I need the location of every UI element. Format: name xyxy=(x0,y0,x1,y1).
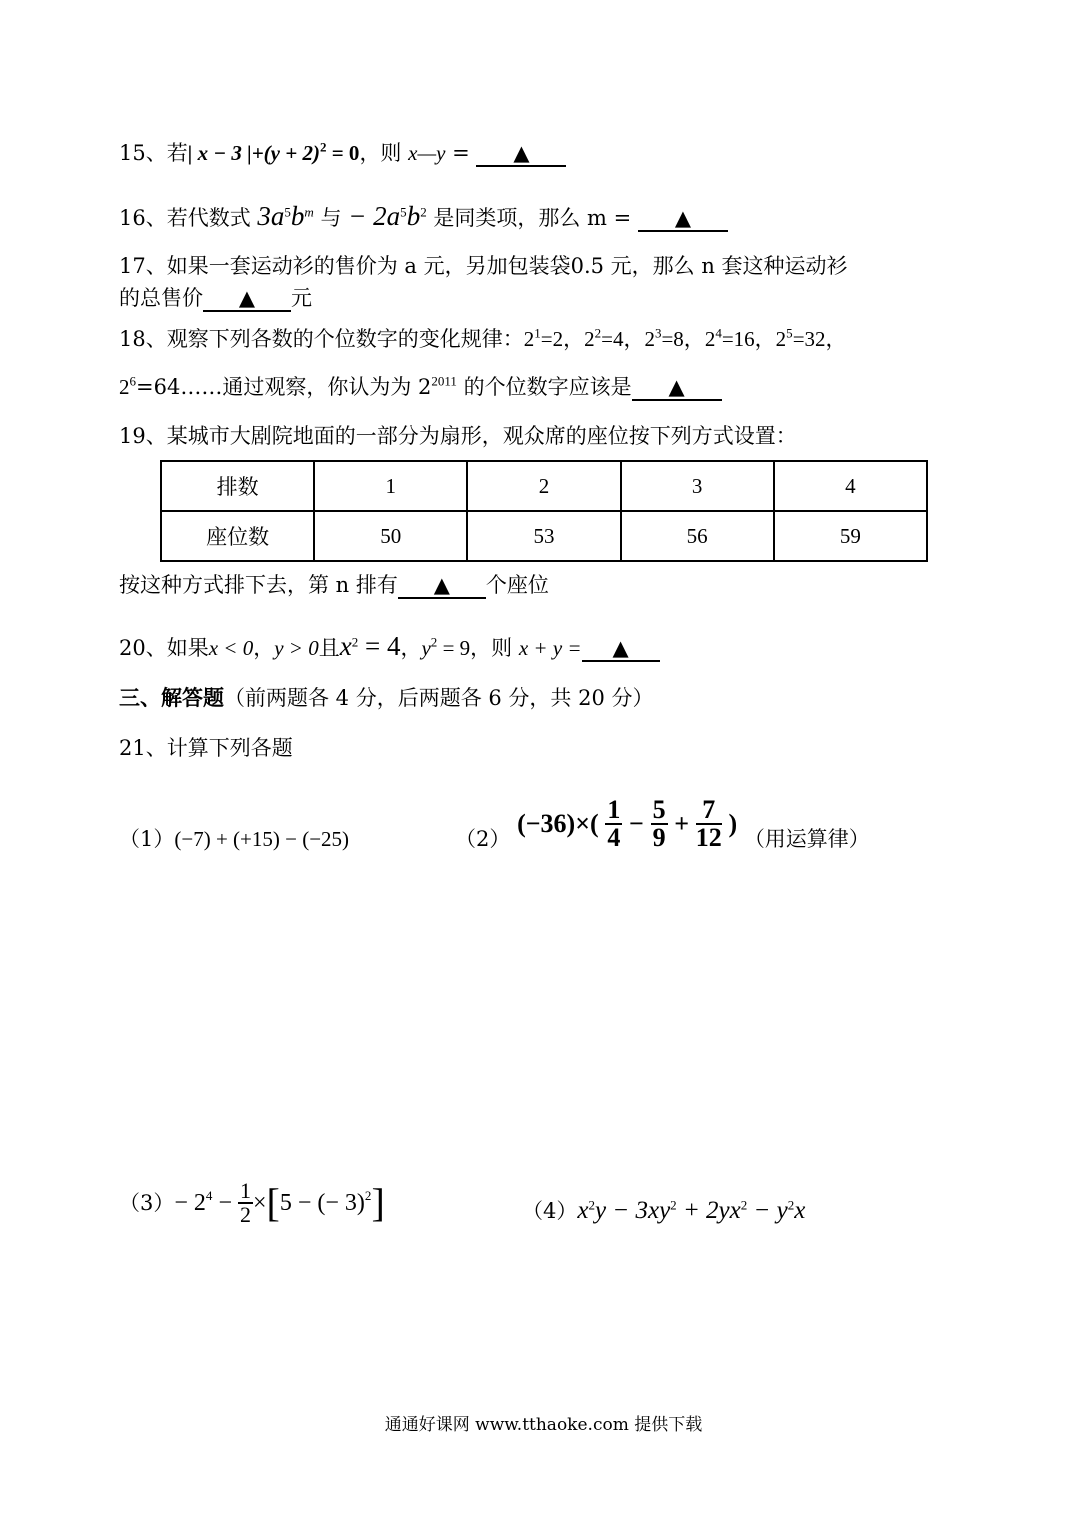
q18-exp: 2 xyxy=(594,325,602,341)
q21-p2-note: （用运算律） xyxy=(743,827,870,851)
q18-base: 2 xyxy=(644,327,655,351)
table-row xyxy=(161,511,927,561)
table-cell: 排数 xyxy=(161,461,314,511)
table-cell: 3 xyxy=(621,461,774,511)
q20-then: ，则 xyxy=(470,636,519,660)
page-footer: 通通好课网 www.tthaoke.com 提供下载 xyxy=(384,1415,703,1435)
operator: − xyxy=(212,1190,238,1216)
q18-base: 2 xyxy=(584,327,595,351)
q18-suffix: 的个位数字应该是 xyxy=(456,375,632,399)
q16-mid: 与 xyxy=(313,206,349,230)
q21-title: 21、计算下列各题 xyxy=(119,736,293,760)
q15-mid: ，则 xyxy=(359,141,409,165)
q20-cond1: x < 0 xyxy=(208,636,254,660)
q21-p4-exp: 2 xyxy=(787,1197,795,1213)
q16-term1-exp1: 5 xyxy=(284,204,291,220)
q20-sep: ， xyxy=(253,636,275,660)
q21-p3-a: − 2 xyxy=(174,1190,206,1216)
question-18-line2 xyxy=(119,374,722,401)
q20-cond4: y xyxy=(421,636,431,660)
question-18-line1 xyxy=(119,326,847,352)
answer-blank[interactable]: ▲ xyxy=(638,207,728,232)
q15-prefix: 15、若 xyxy=(119,141,188,165)
q18-exp: 6 xyxy=(129,373,137,389)
q18-val: =32， xyxy=(792,327,847,351)
q15-xy: x—y xyxy=(408,141,446,165)
q18-val: =2， xyxy=(540,327,585,351)
q21-part2 xyxy=(455,796,870,856)
fraction xyxy=(605,797,622,851)
q16-term2-exp1: 5 xyxy=(400,204,407,220)
question-17-line1 xyxy=(119,253,848,279)
part-label: （4） xyxy=(522,1199,578,1223)
q21-p4-term: x xyxy=(794,1197,806,1224)
denominator: 2 xyxy=(239,1202,251,1227)
q21-p4-term: y − 3xy xyxy=(595,1197,671,1224)
q19-after-suffix: 个座位 xyxy=(485,573,549,597)
operator: − xyxy=(629,808,644,838)
q16-term1-exp2: m xyxy=(304,204,314,220)
numerator: 1 xyxy=(239,1178,251,1203)
table-cell: 座位数 xyxy=(161,511,314,561)
q16-term1-b: b xyxy=(290,201,305,231)
q21-p2-lead: (−36)×( xyxy=(517,808,599,838)
q20-cond2: y > 0 xyxy=(274,636,319,660)
question-16 xyxy=(119,200,728,234)
table-row xyxy=(161,461,927,511)
q18-exp-2011: 2011 xyxy=(431,373,457,389)
q18-base: 2 xyxy=(119,375,130,399)
q21-p3-exp: 2 xyxy=(364,1188,372,1204)
q21-p4-exp: 2 xyxy=(670,1197,677,1213)
q21-p4-term: − y xyxy=(747,1197,788,1224)
q21-p1-expr: (−7) + (+15) − (−25) xyxy=(174,827,350,851)
q19-after-prefix: 按这种方式排下去，第 n 排有 xyxy=(119,573,398,597)
q21-part4 xyxy=(522,1195,805,1226)
part-label: （2） xyxy=(455,827,511,851)
q21-p4-term: x xyxy=(577,1197,589,1224)
operator: + xyxy=(674,808,690,838)
table-cell: 59 xyxy=(774,511,927,561)
q16-term1: 3a xyxy=(257,201,285,231)
q15-eq: = 0 xyxy=(326,141,360,165)
question-21-title xyxy=(119,735,293,761)
q15-math: | x − 3 |+(y + 2) xyxy=(187,141,320,165)
left-bracket: [ xyxy=(266,1180,280,1225)
q18-val: =16， xyxy=(721,327,776,351)
q16-prefix: 16、若代数式 xyxy=(119,206,258,230)
q21-p4-term: + 2yx xyxy=(676,1197,741,1224)
answer-blank[interactable]: ▲ xyxy=(398,574,486,599)
q16-term2-b: b xyxy=(406,201,421,231)
answer-blank[interactable]: ▲ xyxy=(582,637,660,662)
q21-part1 xyxy=(119,826,349,852)
denominator: 4 xyxy=(607,823,621,853)
seat-table xyxy=(160,460,928,562)
operator: × xyxy=(252,1190,267,1216)
section-note: （前两题各 4 分，后两题各 6 分，共 20 分） xyxy=(224,686,654,710)
q18-exp: 3 xyxy=(654,325,662,341)
q18-exp: 1 xyxy=(534,325,541,341)
q17-prefix: 的总售价 xyxy=(119,286,203,310)
right-bracket: ] xyxy=(371,1180,385,1225)
q16-term2: − 2a xyxy=(348,201,401,231)
table-cell: 4 xyxy=(774,461,927,511)
q20-cond4-val: = 9 xyxy=(437,636,471,660)
q18-base: 2 xyxy=(704,327,716,351)
table-cell: 50 xyxy=(314,511,467,561)
q21-p3-exp: 4 xyxy=(205,1188,213,1204)
q15-eq2: = xyxy=(445,141,477,165)
answer-blank[interactable]: ▲ xyxy=(632,376,722,401)
q20-cond4-exp: 2 xyxy=(430,634,438,650)
q21-p4-exp: 2 xyxy=(588,1197,595,1213)
question-20 xyxy=(119,630,660,664)
question-19 xyxy=(119,423,797,449)
q15-exp: 2 xyxy=(319,139,327,155)
table-cell: 56 xyxy=(621,511,774,561)
fraction xyxy=(651,797,668,851)
q18-val: =8， xyxy=(661,327,705,351)
q17-suffix: 元 xyxy=(291,286,312,310)
question-19-after xyxy=(119,572,549,599)
q18-text: =64……通过观察，你认为为 2 xyxy=(136,375,432,399)
numerator: 1 xyxy=(607,795,621,825)
part-label: （1） xyxy=(119,827,175,851)
q20-prefix: 20、如果 xyxy=(119,636,209,660)
section-title: 三、解答题 xyxy=(119,685,224,710)
q21-p2-close: ) xyxy=(728,808,738,838)
q16-term2-exp2: 2 xyxy=(420,204,427,220)
numerator: 5 xyxy=(652,795,666,825)
fraction xyxy=(238,1180,253,1226)
question-15 xyxy=(119,140,566,167)
q18-exp: 4 xyxy=(715,325,722,341)
fraction xyxy=(696,797,722,851)
table-cell: 53 xyxy=(467,511,620,561)
q19-text: 19、某城市大剧院地面的一部分为扇形，观众席的座位按下列方式设置： xyxy=(119,424,797,448)
q16-suffix: 是同类项，那么 m = xyxy=(426,206,638,230)
table-cell: 1 xyxy=(314,461,467,511)
q20-sep: ， xyxy=(400,636,422,660)
q20-cond3-exp: 2 xyxy=(351,634,359,650)
section-3-heading xyxy=(119,685,654,711)
denominator: 9 xyxy=(652,823,666,853)
q18-exp: 5 xyxy=(786,325,793,341)
q17-text: 17、如果一套运动衫的售价为 a 元，另加包装袋0.5 元，那么 n 套这种运动衫 xyxy=(119,254,848,278)
answer-blank[interactable]: ▲ xyxy=(476,142,566,167)
q20-and: 且 xyxy=(318,636,340,660)
q18-base: 2 xyxy=(523,327,535,351)
q21-p4-exp: 2 xyxy=(740,1197,748,1213)
q20-cond3: x xyxy=(339,631,352,661)
denominator: 12 xyxy=(695,823,722,853)
question-17-line2 xyxy=(119,285,312,312)
q21-p3-d: 5 − (− 3) xyxy=(279,1190,365,1216)
q20-expr: x + y = xyxy=(518,636,582,660)
q18-val: =4， xyxy=(601,327,645,351)
answer-blank[interactable]: ▲ xyxy=(203,287,291,312)
table-cell: 2 xyxy=(467,461,620,511)
q21-part3 xyxy=(119,1180,385,1226)
q20-cond3-val: = 4 xyxy=(358,631,401,661)
part-label: （3） xyxy=(119,1190,175,1215)
q18-prefix: 18、观察下列各数的个位数字的变化规律： xyxy=(119,327,524,351)
numerator: 7 xyxy=(696,797,722,825)
q18-base: 2 xyxy=(775,327,787,351)
